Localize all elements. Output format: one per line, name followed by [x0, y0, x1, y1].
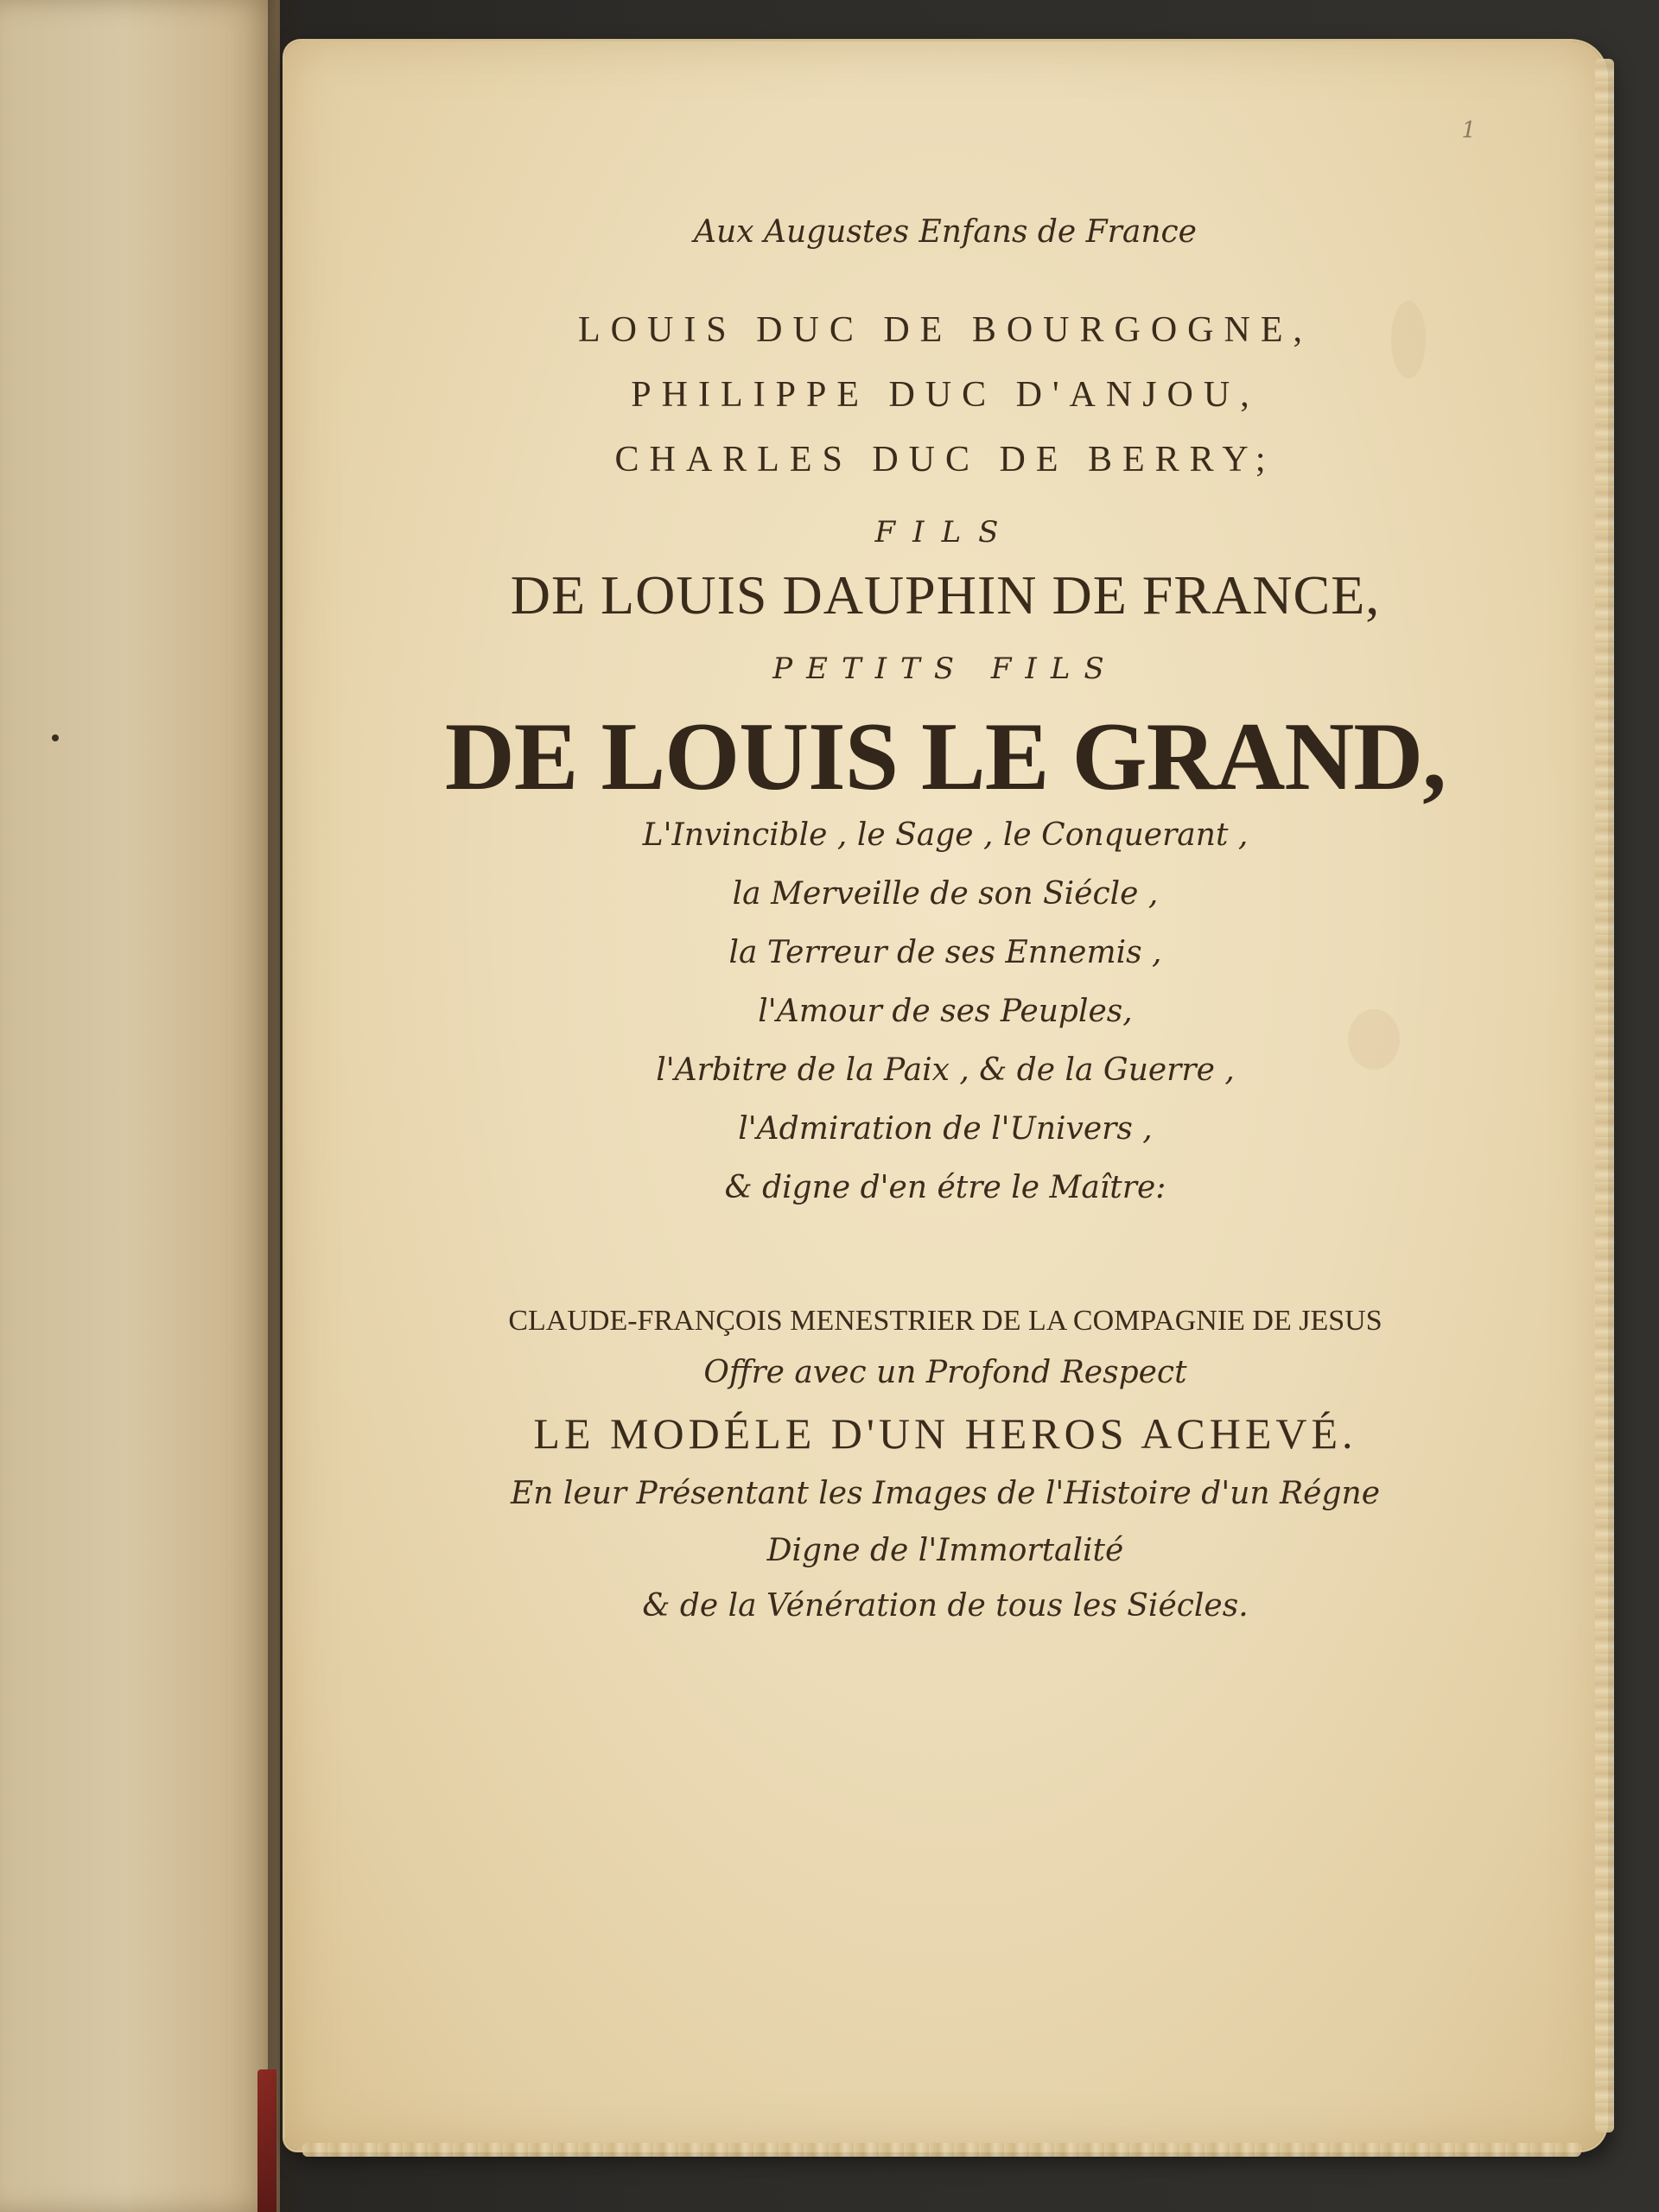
page-number: 1 — [1461, 118, 1476, 143]
ink-spot — [52, 734, 59, 741]
closing-line: Digne de l'Immortalité — [766, 1533, 1124, 1568]
author-line: CLAUDE-FRANÇOIS MENESTRIER DE LA COMPAGNIE DE JESUS — [508, 1305, 1382, 1337]
show-through-text — [17, 657, 276, 795]
fils-label: FILS — [874, 515, 1016, 550]
epithet-line: l'Admiration de l'Univers , — [738, 1111, 1153, 1147]
epithet-line: la Merveille de son Siécle , — [732, 876, 1159, 912]
book-title: LE MODÉLE D'UN HEROS ACHEVÉ. — [533, 1409, 1357, 1458]
epithet-line: L'Invincible , le Sage , le Conquerant , — [642, 817, 1249, 853]
name-duc-de-bourgogne: LOUIS DUC DE BOURGOGNE, — [578, 310, 1313, 350]
closing-line: & de la Vénération de tous les Siécles. — [642, 1588, 1249, 1624]
dauphin-line: DE LOUIS DAUPHIN DE FRANCE, — [510, 564, 1381, 626]
name-duc-de-berry: CHARLES DUC DE BERRY; — [614, 440, 1276, 480]
epithet-line: l'Arbitre de la Paix , & de la Guerre , — [656, 1052, 1235, 1088]
deckle-edge-right — [1595, 59, 1614, 2133]
red-ribbon-tab — [257, 2069, 276, 2212]
epithet-line: l'Amour de ses Peuples, — [758, 994, 1133, 1029]
left-facing-page — [0, 0, 280, 2212]
petits-fils-label: PETITS FILS — [772, 652, 1118, 686]
deckle-edge-bottom — [302, 2143, 1581, 2157]
title-page — [285, 41, 1605, 2150]
offering-line: Offre avec un Profond Respect — [703, 1355, 1187, 1390]
epithet-line: & digne d'en étre le Maître: — [724, 1170, 1166, 1205]
louis-le-grand-heading: DE LOUIS LE GRAND, — [444, 703, 1446, 810]
name-duc-d-anjou: PHILIPPE DUC D'ANJOU, — [631, 375, 1260, 415]
closing-line: En leur Présentant les Images de l'Histoire d'un Régne — [510, 1476, 1380, 1511]
epithet-line: la Terreur de ses Ennemis , — [728, 935, 1162, 970]
dedication-opening: Aux Augustes Enfans de France — [694, 214, 1197, 250]
